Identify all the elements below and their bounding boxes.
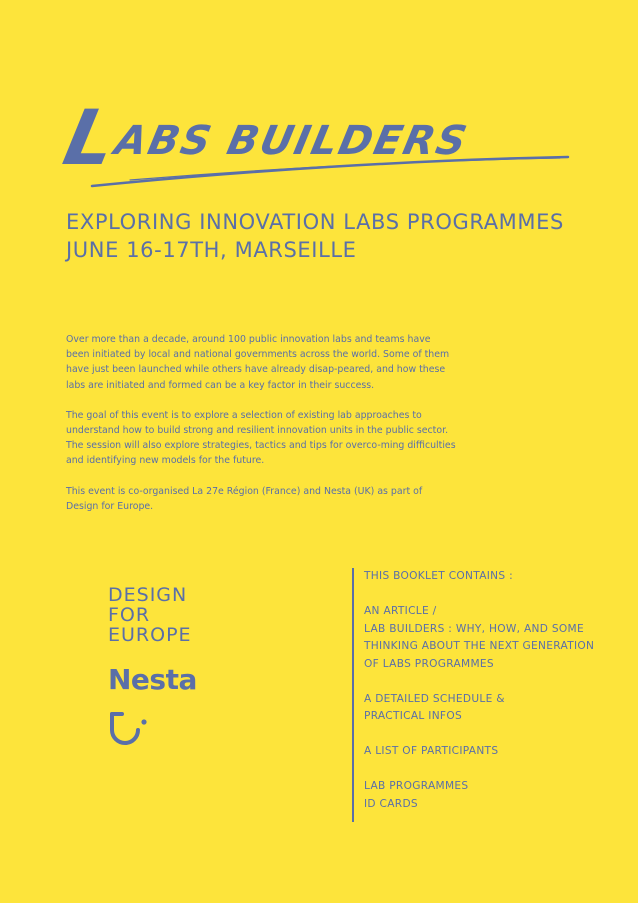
dfe-line-2: FOR (108, 604, 151, 626)
labs-builders-logo (56, 93, 476, 182)
logo-title-rest: ABS BUILDERS (110, 118, 473, 164)
contents-item-participants (364, 743, 624, 761)
intro-paragraph-3: This event is co-organised La 27e Région (France) and Nesta (UK) as part of Design for Europe. (66, 485, 423, 512)
schedule-line-1: A DETAILED SCHEDULE & (364, 692, 505, 705)
dfe-line-1: DESIGN (108, 584, 188, 606)
intro-paragraph-2: The goal of this event is to explore a selection of existing lab approaches to understand how to build strong and resilient innovation units in the public sector. The session will also explore strategies, tactics and tips for overco-ming difficulties and identifying new models for the future. (66, 409, 456, 467)
schedule-line-2: PRACTICAL INFOS (364, 710, 462, 722)
idcards-line-1: LAB PROGRAMMES (364, 780, 469, 792)
nesta-logo: Nesta (108, 663, 197, 696)
article-line-1: AN ARTICLE / (364, 605, 437, 617)
contents-item-id-cards (364, 778, 624, 813)
headline-title: EXPLORING INNOVATION LABS PROGRAMMES (66, 210, 564, 234)
article-line-2: LAB BUILDERS : WHY, HOW, AND SOME (364, 622, 584, 635)
design-for-europe-logo (108, 585, 197, 645)
article-line-3: THINKING ABOUT THE NEXT GENERATION (364, 640, 595, 652)
intro-paragraph-1: Over more than a decade, around 100 public innovation labs and teams have been initiated by local and national governments across the world. Some of them have just been launched while others have already disap-peared, and how these labs are initiated and formed can be a key factor in their success. (66, 334, 450, 391)
contents-header: THIS BOOKLET CONTAINS : (364, 570, 513, 582)
headline (66, 208, 564, 264)
participants-line: A LIST OF PARTICIPANTS (364, 745, 499, 757)
contents-item-article (364, 603, 624, 673)
la-27e-region-logo-icon (108, 710, 158, 750)
partner-logos (108, 585, 197, 750)
dfe-line-3: EUROPE (108, 624, 192, 646)
headline-date-location: JUNE 16-17TH, MARSEILLE (66, 238, 357, 262)
intro-text (66, 332, 456, 529)
booklet-contents (352, 568, 624, 822)
idcards-line-2: ID CARDS (364, 797, 418, 810)
logo-first-letter: L (56, 93, 127, 182)
contents-item-schedule (364, 691, 624, 726)
article-line-4: OF LABS PROGRAMMES (364, 657, 494, 670)
